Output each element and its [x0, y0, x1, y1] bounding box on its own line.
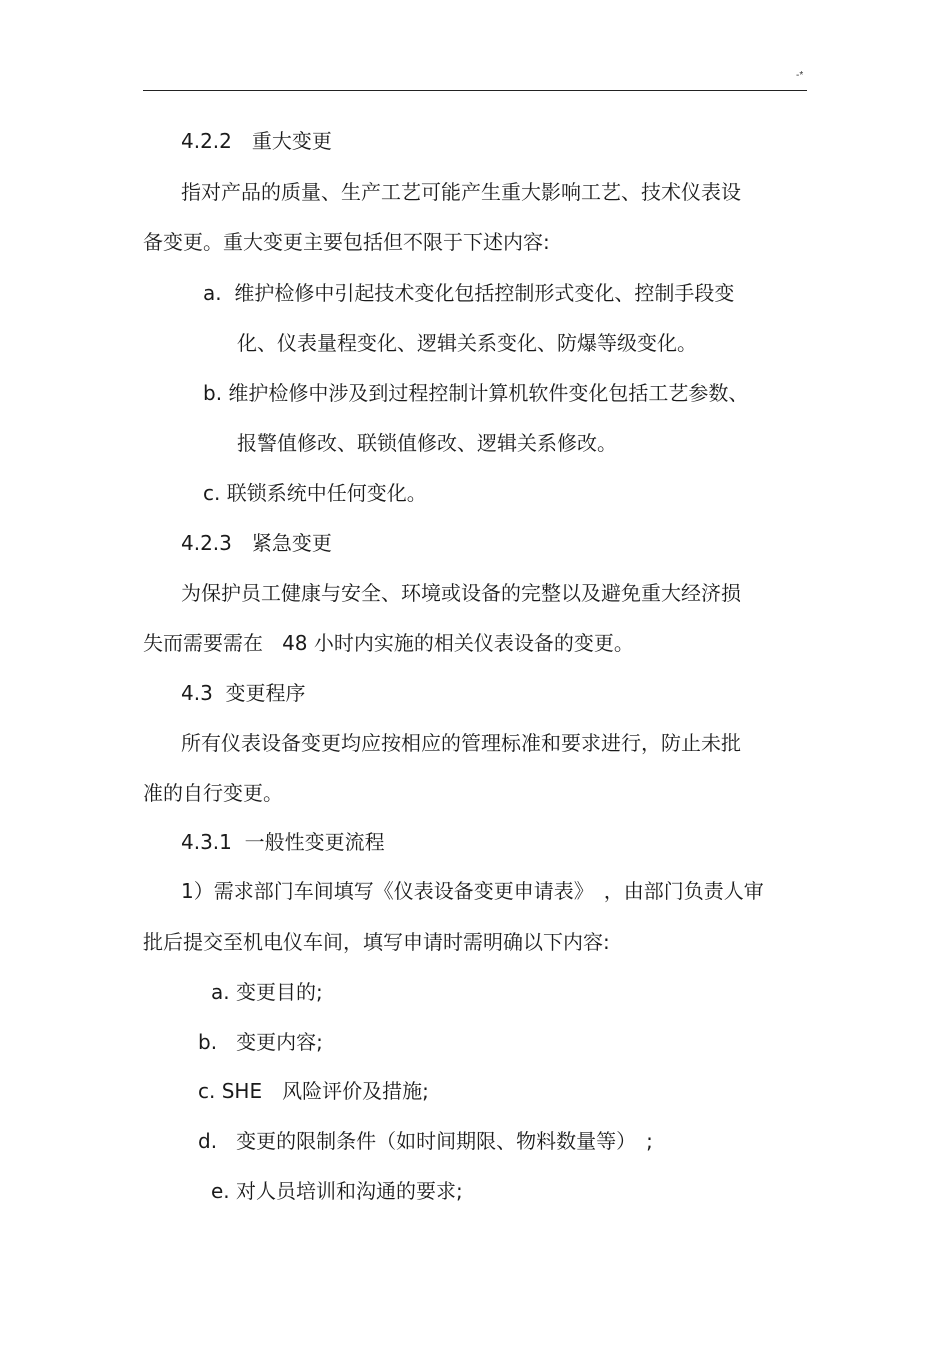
- paragraph-line: 失而需要需在 48 小时内实施的相关仪表设备的变更。: [143, 631, 634, 655]
- paragraph-line: 所有仪表设备变更均应按相应的管理标准和要求进行，防止未批: [181, 731, 741, 755]
- paragraph-line: 为保护员工健康与安全、环境或设备的完整以及避免重大经济损: [181, 581, 741, 605]
- list-item-continuation: 化、仪表量程变化、逻辑关系变化、防爆等级变化。: [237, 331, 697, 355]
- list-item-b: b. 维护检修中涉及到过程控制计算机软件变化包括工艺参数、: [203, 381, 749, 405]
- paragraph-line: 批后提交至机电仪车间，填写申请时需明确以下内容:: [143, 930, 610, 954]
- list-item-a: a. 变更目的;: [211, 980, 323, 1004]
- list-item-a: a. 维护检修中引起技术变化包括控制形式变化、控制手段变: [203, 281, 735, 305]
- section-heading-4-3-1: 4.3.1 一般性变更流程: [181, 830, 385, 854]
- paragraph-line: 备变更。重大变更主要包括但不限于下述内容:: [143, 230, 550, 254]
- page-header-mark: -*: [796, 70, 804, 81]
- paragraph-line: 1）需求部门车间填写《仪表设备变更申请表》 ，由部门负责人审: [181, 879, 764, 903]
- list-item-d: d. 变更的限制条件（如时间期限、物料数量等） ;: [198, 1129, 653, 1153]
- list-item-e: e. 对人员培训和沟通的要求;: [211, 1179, 463, 1203]
- list-item-c: c. SHE 风险评价及措施;: [198, 1079, 429, 1103]
- section-heading-4-2-3: 4.2.3 紧急变更: [181, 531, 332, 555]
- paragraph-line: 指对产品的质量、生产工艺可能产生重大影响工艺、技术仪表设: [181, 180, 741, 204]
- section-heading-4-2-2: 4.2.2 重大变更: [181, 129, 332, 153]
- list-item-b: b. 变更内容;: [198, 1030, 323, 1054]
- list-item-continuation: 报警值修改、联锁值修改、逻辑关系修改。: [237, 431, 617, 455]
- paragraph-line: 准的自行变更。: [143, 781, 283, 805]
- list-item-c: c. 联锁系统中任何变化。: [203, 481, 427, 505]
- section-heading-4-3: 4.3 变更程序: [181, 681, 306, 705]
- page-header-rule: [143, 90, 807, 91]
